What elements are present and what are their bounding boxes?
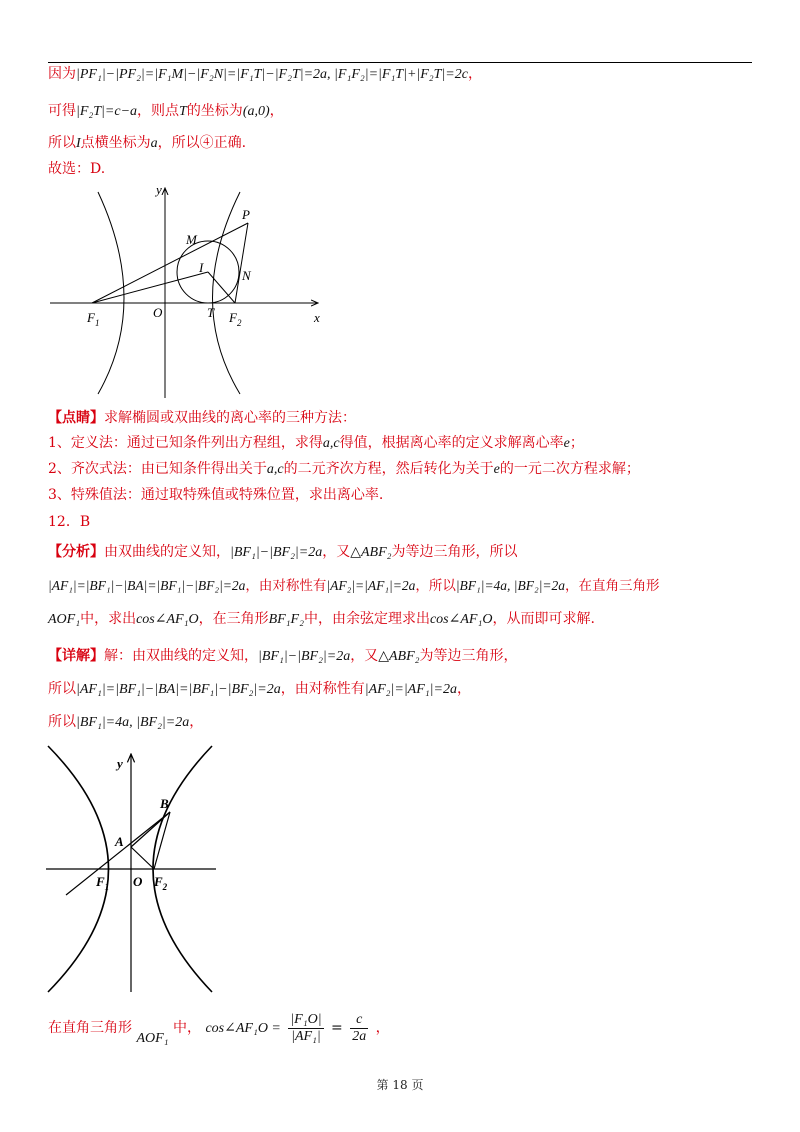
formula: e: [563, 436, 570, 451]
text: 由双曲线的定义知，: [104, 544, 230, 560]
label-F1-main: F: [96, 874, 105, 889]
formula: |BF₁|=4a, |BF₂|=2a: [455, 578, 566, 593]
header-rule: [48, 62, 752, 63]
analysis-tag: 【分析】: [48, 544, 104, 560]
label-O: O: [133, 874, 143, 889]
label-M: M: [186, 232, 197, 247]
text: ，则点: [137, 103, 180, 119]
segment-F1I: [92, 272, 208, 303]
formula: T: [179, 104, 187, 119]
text: ，: [189, 714, 204, 730]
text: ，又: [350, 648, 379, 664]
label-F2-sub: 2: [236, 318, 242, 328]
tip-method-2: [48, 459, 640, 480]
label-A: A: [115, 834, 124, 849]
formula: △ABF₂: [350, 545, 392, 560]
segment-PF2: [235, 223, 248, 303]
label-y: y: [117, 756, 123, 771]
formula: |BF₁|=4a, |BF₂|=2a: [76, 715, 190, 730]
fraction-denominator: |AF₁|: [291, 1028, 321, 1044]
text: ，所以④正确.: [157, 135, 247, 151]
formula: |AF₁|=|BF₁|−|BA|=|BF₁|−|BF₂|=2a: [48, 578, 246, 593]
formula: cos∠AF₁O =: [205, 1021, 281, 1036]
tip-title-line: [48, 408, 356, 428]
text: 1、定义法：通过已知条件列出方程组，求得: [48, 435, 323, 451]
detail-line-3: [48, 712, 203, 733]
detail-line-4: [48, 1010, 390, 1046]
text: 得值，根据离心率的定义求解离心率: [339, 435, 564, 451]
text: 求解椭圆或双曲线的离心率的三种方法：: [104, 410, 356, 426]
text: 在直角三角形: [48, 1020, 132, 1036]
label-F2: [228, 310, 242, 328]
label-B: B: [160, 796, 169, 811]
text: 因为: [48, 66, 76, 82]
analysis-line-1: [48, 542, 518, 563]
text: 点横坐标为: [80, 135, 151, 151]
text: ，在三角形: [198, 611, 269, 627]
text: ，所以: [415, 578, 456, 594]
segment-AF2: [131, 847, 154, 869]
label-N: N: [242, 268, 251, 283]
text: ，又: [322, 544, 351, 560]
formula: |PF₁|−|PF₂|=|F₁M|−|F₂N|=|F₁T|−|F₂T|=2a, |F₁F₂|=|F₁T|+|F₂T|=2c: [76, 67, 468, 82]
label-F1-sub: 1: [94, 318, 100, 328]
formula: cos∠AF₁O: [136, 612, 199, 627]
text: ，从而即可求解.: [492, 611, 595, 627]
formula: |AF₂|=|AF₁|=2a: [364, 682, 457, 697]
formula: cos∠AF₁O: [429, 612, 493, 627]
detail-line-1: [48, 646, 518, 667]
label-y: y: [156, 182, 162, 197]
formula: a: [150, 136, 158, 151]
formula: |BF₁|−|BF₂|=2a: [230, 545, 323, 560]
formula: |BF₁|−|BF₂|=2a: [258, 649, 351, 664]
text: 解：由双曲线的定义知，: [104, 648, 258, 664]
text: ，由对称性有: [280, 681, 365, 697]
tip-method-3: 3、特殊值法：通过取特殊值或特殊位置，求出离心率.: [48, 487, 384, 503]
formula: I: [76, 136, 81, 151]
text: 为等边三角形，: [419, 648, 518, 664]
formula: AOF₁: [136, 1031, 169, 1046]
page-number: 第 18 页: [376, 1078, 424, 1092]
figure-hyperbola-triangle: [44, 742, 234, 994]
prev-line-4: 故选：D.: [48, 161, 106, 177]
prev-line-1: [48, 64, 482, 85]
text: 所以: [48, 681, 76, 697]
text: ，: [269, 103, 284, 119]
text: 中，求出: [80, 611, 137, 627]
tip-tag: 【点睛】: [48, 410, 104, 426]
text: ，在直角三角形: [565, 578, 660, 594]
formula: e: [493, 462, 500, 477]
label-x: x: [314, 310, 320, 325]
tip-method-1: [48, 433, 584, 454]
label-F2-main: F: [229, 310, 237, 325]
text: 可得: [48, 103, 76, 119]
prev-line-2: [48, 101, 284, 122]
label-F2-main: F: [154, 874, 163, 889]
label-F1: [86, 310, 99, 328]
label-F1: [95, 874, 109, 892]
text: 的坐标为: [186, 103, 243, 119]
formula: △ABF₂: [378, 649, 420, 664]
text: 中，由余弦定理求出: [303, 611, 430, 627]
fraction-numerator: |F₁O|: [290, 1011, 322, 1027]
fraction-denominator: 2a: [352, 1028, 367, 1044]
text: 2、齐次式法：由已知条件得出关于: [48, 461, 267, 477]
fraction-numerator: c: [350, 1012, 368, 1029]
prev-line-3: [48, 133, 246, 154]
text: ；: [569, 435, 584, 451]
label-F1-sub: 1: [104, 882, 110, 892]
text: 中，: [173, 1020, 201, 1036]
text: 为等边三角形，所以: [391, 544, 518, 560]
text: ，: [375, 1020, 390, 1036]
formula: a,c: [266, 462, 284, 477]
fraction-1: [288, 1012, 323, 1045]
label-F2-sub: 2: [162, 882, 168, 892]
text: 所以: [48, 135, 76, 151]
text: ，由对称性有: [245, 578, 327, 594]
text: 的一元二次方程求解；: [499, 461, 640, 477]
label-F1-main: F: [87, 310, 95, 325]
formula: |AF₁|=|BF₁|−|BA|=|BF₁|−|BF₂|=2a: [76, 682, 281, 697]
formula: BF₁F₂: [268, 612, 304, 627]
text: 的二元齐次方程，然后转化为关于: [283, 461, 494, 477]
text: ，: [467, 66, 482, 82]
q12-answer: 12．B: [48, 514, 91, 530]
formula: a,c: [322, 436, 340, 451]
detail-tag: 【详解】: [48, 648, 104, 664]
formula: (a,0): [242, 104, 270, 119]
label-P: P: [242, 207, 250, 222]
label-T: T: [207, 305, 215, 320]
formula: |F₂T|=c−a: [76, 104, 138, 119]
text: 所以: [48, 714, 76, 730]
detail-line-2: [48, 679, 471, 700]
analysis-line-2: [48, 576, 660, 596]
label-O: O: [153, 305, 163, 320]
formula: |AF₂|=|AF₁|=2a: [326, 578, 416, 593]
text: ，: [456, 681, 471, 697]
figure-hyperbola-incircle: [40, 180, 340, 400]
label-I: I: [199, 260, 204, 275]
fraction-2: [350, 1012, 368, 1045]
formula: AOF₁: [48, 612, 81, 627]
equals: =: [331, 1020, 343, 1036]
segment-AB: [131, 812, 170, 847]
analysis-line-3: [48, 609, 595, 630]
